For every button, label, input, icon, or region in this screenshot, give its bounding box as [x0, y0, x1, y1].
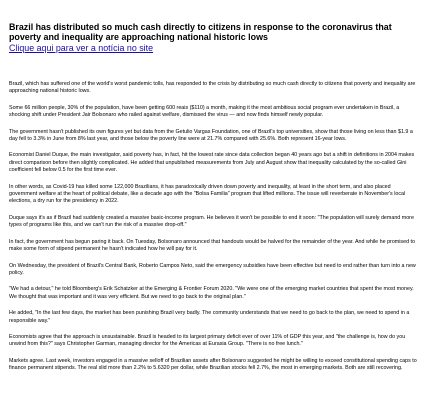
- article: [9, 22, 418, 373]
- paragraph: "We had a detour," he told Bloomberg's Erik Schatzker at the Emerging & Frontier Forum 2020. "We were one of the emerging market countries that spent the most money. We thought that was important and it was very efficient. But we need to go back to the original plan.": [9, 286, 414, 300]
- paragraph: Some 66 million people, 30% of the population, have been getting 600 reais ($110) a month, making it the most ambitious social program ever undertaken in Brazil, a shocking shift under President Jair Bolsonaro who railed against welfare, dismissed the virus — and now finds himself newly popular.: [9, 104, 400, 119]
- paragraph: Economists agree that the approach is unsustainable. Brazil is headed to its largest primary deficit ever of over 11% of GDP this year, and "the challenge is, how do you unwind from this?" says Christopher Garman, managing director for the Americas at Eurasia Group. "There is no free lunch.": [9, 333, 406, 348]
- paragraph: The government hasn't published its own figures yet but data from the Getulio Vargas Foundation, one of Brazil's top universities, show that those living on less than $1.9 a day fell to 3.3% in June from 8% last year, and those below the poverty line were at 21.7% compared with 25.6%. Both represent 16-year lows.: [9, 128, 413, 143]
- view-on-site-link[interactable]: Clique aqui para ver a notícia no site: [9, 43, 154, 53]
- article-body: [9, 81, 418, 373]
- paragraph: In other words, as Covid-19 has killed some 122,000 Brazilians, it has paradoxically driven down poverty and inequality, at least in the short term, and also placed government welfare at the heart of political debate, like a decade ago with the "Bolsa Familia" program that lifted millions. The issue will reverberate in November's local elections, a dry run for the presidency in 2022.: [9, 183, 406, 205]
- paragraph: On Wednesday, the president of Brazil's Central Bank, Roberto Campos Neto, said the emergency subsidies have been effective but need to end rather than turn into a new policy.: [9, 262, 416, 276]
- article-title: Brazil has distributed so much cash directly to citizens in response to the coronavirus that poverty and inequality are approaching national historic lows: [9, 22, 392, 42]
- paragraph: In fact, the government has begun paring it back. On Tuesday, Bolsonaro announced that handouts would be halved for the remainder of the year. And while he promised to make some form of stipend permanent he hasn't indicated how he will pay for it.: [9, 238, 415, 253]
- paragraph: Duque says it's as if Brazil had suddenly created a massive basic-income program. He believes it won't be possible to end it soon: "The population will surely demand more types of programs like this, and we can't run the risk of a massive drop-off.": [9, 214, 414, 229]
- paragraph: Markets agree. Last week, investors engaged in a massive selloff of Brazilian assets after Bolsonaro suggested he might be willing to exceed constitutional spending caps to finance permanent stipends. The real slid more than 2.2% to 5.6320 per dollar, while Brazilian stocks fell 2.7%, the most in emerging markets. Both are still recovering.: [9, 357, 417, 372]
- paragraph: Brazil, which has suffered one of the world's worst pandemic tolls, has responded to the crisis by distributing so much cash directly to citizens that poverty and inequality are approaching national historic lows.: [9, 81, 416, 95]
- paragraph: He added, "In the last few days, the market has been punishing Brazil very badly. The community understands that we need to go back to the plan, we need to spend in a responsible way.": [9, 310, 410, 324]
- paragraph: Economist Daniel Duque, the main investigator, said poverty has, in fact, hit the lowest rate since data collection began 40 years ago but a shift in definitions in 2004 makes direct comparison before then slightly complicated. He added that unpublished measurements from July and August show that inequality calculated by the so-called Gini coefficient fell below 0.5 for the first time ever.: [9, 152, 415, 174]
